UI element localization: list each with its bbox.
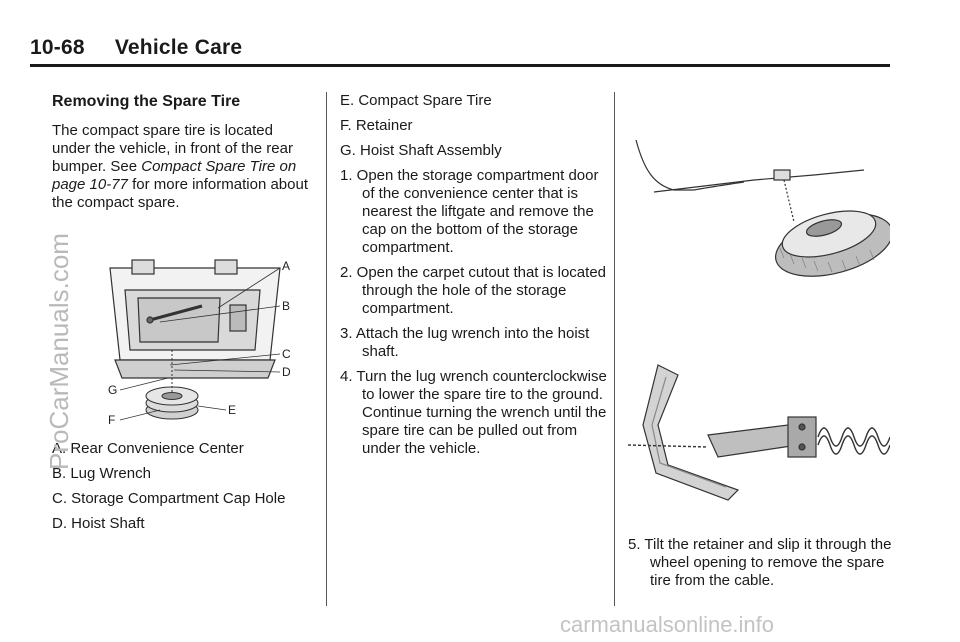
section-heading: Removing the Spare Tire <box>52 93 241 110</box>
callout-label-d: D <box>282 365 291 379</box>
callout-label-c: C <box>282 347 291 361</box>
cross-reference-link[interactable]: Compact Spare Tire on page 10-77 <box>52 158 297 193</box>
legend-item: F. Retainer <box>340 117 413 134</box>
page-title: 10-68 Vehicle Care <box>30 36 243 59</box>
watermark-bottom: carmanualsonline.info <box>560 612 775 637</box>
legend-list-2 <box>340 92 608 160</box>
legend-item: D. Hoist Shaft <box>52 515 145 532</box>
header-rule <box>30 64 890 67</box>
column-divider-1 <box>326 92 327 606</box>
spare-tire <box>769 202 890 280</box>
intro-text-a: The compact spare tire is located under the vehicle, in front of the rear bumper. See <box>52 122 293 175</box>
cargo-area-illustration <box>90 250 305 430</box>
legend-item: C. Storage Compartment Cap Hole <box>52 490 286 507</box>
callout-label-f: F <box>108 413 116 427</box>
retainer-illustration <box>628 355 890 505</box>
intro-text-b: for more information about the compact spare. <box>52 176 308 211</box>
steps-list-continued <box>628 536 898 590</box>
tire-lowered-illustration <box>634 130 890 280</box>
column-2 <box>340 92 608 465</box>
cargo-compartment <box>110 260 280 378</box>
legend-item: A. Rear Convenience Center <box>52 440 244 457</box>
legend-item: E. Compact Spare Tire <box>340 92 492 109</box>
callout-label-g: G <box>108 383 118 397</box>
legend-list-1 <box>52 440 322 540</box>
legend-item: B. Lug Wrench <box>52 465 151 482</box>
retainer <box>708 417 816 457</box>
callout-label-a: A <box>282 259 291 273</box>
step-item: 5. Tilt the retainer and slip it through the wheel opening to remove the spare tire from the cable. <box>628 536 892 589</box>
column-divider-2 <box>614 92 615 606</box>
watermark-left: ProCarManuals.com <box>44 233 74 470</box>
step-item: 3. Attach the lug wrench into the hoist shaft. <box>340 325 590 360</box>
column-1 <box>52 88 312 212</box>
callout-label-e: E <box>228 403 237 417</box>
step-item: 4. Turn the lug wrench counterclockwise to lower the spare tire to the ground. Continue turning the wrench until the spare tire can be pulled out from under the vehicle. <box>340 368 607 457</box>
vehicle-underbody <box>636 140 864 222</box>
intro-paragraph <box>52 122 312 212</box>
step-item: 2. Open the carpet cutout that is located through the hole of the storage compartment. <box>340 264 607 317</box>
callout-label-b: B <box>282 299 291 313</box>
page-header <box>30 36 890 66</box>
steps-list <box>340 167 608 458</box>
column-3 <box>628 536 898 597</box>
legend-item: G. Hoist Shaft Assembly <box>340 142 502 159</box>
step-item: 1. Open the storage compartment door of the convenience center that is nearest the liftgate and remove the cap on the bottom of the storage compartment. <box>340 167 599 256</box>
